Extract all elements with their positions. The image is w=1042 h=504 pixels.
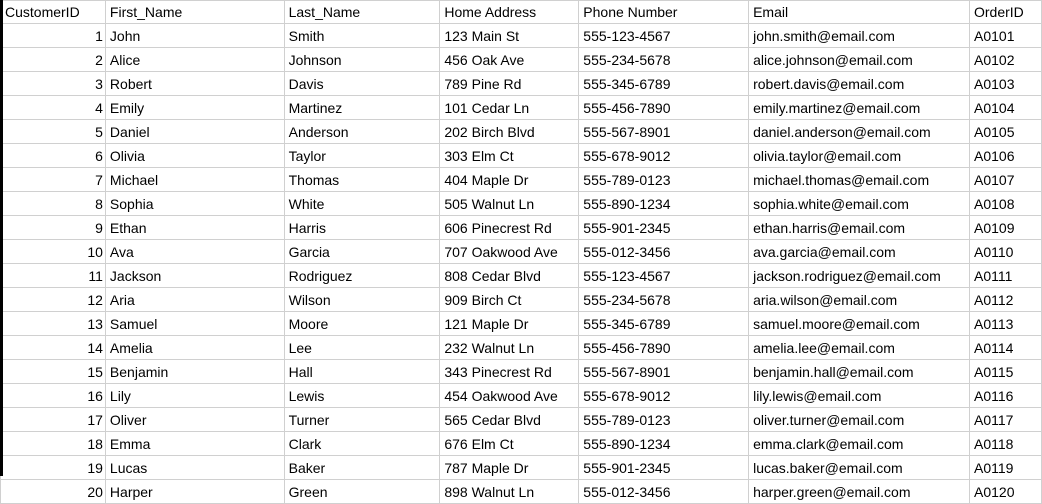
cell-home-address[interactable]: 343 Pinecrest Rd [440,360,579,384]
cell-last-name[interactable]: Smith [284,24,440,48]
cell-home-address[interactable]: 606 Pinecrest Rd [440,216,579,240]
cell-customerid[interactable]: 14 [1,336,106,360]
cell-phone-number[interactable]: 555-789-0123 [579,408,749,432]
cell-phone-number[interactable]: 555-678-9012 [579,384,749,408]
cell-email[interactable]: samuel.moore@email.com [749,312,970,336]
cell-first-name[interactable]: Robert [105,72,284,96]
header-cell-email[interactable]: Email [749,1,970,24]
cell-email[interactable]: robert.davis@email.com [749,72,970,96]
cell-email[interactable]: olivia.taylor@email.com [749,144,970,168]
table-row [1,288,1042,312]
cell-customerid[interactable]: 9 [1,216,106,240]
cell-home-address[interactable]: 898 Walnut Ln [440,480,579,504]
table-row [1,216,1042,240]
cell-home-address[interactable]: 505 Walnut Ln [440,192,579,216]
table-row [1,360,1042,384]
table-row [1,312,1042,336]
cell-phone-number[interactable]: 555-567-8901 [579,120,749,144]
cell-phone-number[interactable]: 555-678-9012 [579,144,749,168]
cell-orderid[interactable]: A0116 [970,384,1042,408]
cell-last-name[interactable]: Davis [284,72,440,96]
cell-email[interactable]: jackson.rodriguez@email.com [749,264,970,288]
cell-phone-number[interactable]: 555-901-2345 [579,456,749,480]
header-cell-last-name[interactable]: Last_Name [284,1,440,24]
cell-home-address[interactable]: 101 Cedar Ln [440,96,579,120]
cell-phone-number[interactable]: 555-345-6789 [579,312,749,336]
cell-first-name[interactable]: Emma [105,432,284,456]
cell-last-name[interactable]: Lewis [284,384,440,408]
cell-orderid[interactable]: A0112 [970,288,1042,312]
cell-customerid[interactable]: 3 [1,72,106,96]
cell-phone-number[interactable]: 555-234-5678 [579,288,749,312]
cell-customerid[interactable]: 5 [1,120,106,144]
cell-orderid[interactable]: A0117 [970,408,1042,432]
table-row [1,168,1042,192]
cell-first-name[interactable]: Jackson [105,264,284,288]
cell-home-address[interactable]: 232 Walnut Ln [440,336,579,360]
cell-first-name[interactable]: Lily [105,384,284,408]
cell-first-name[interactable]: Amelia [105,336,284,360]
table-row [1,72,1042,96]
table-row [1,96,1042,120]
table-row [1,432,1042,456]
cell-last-name[interactable]: Clark [284,432,440,456]
cell-home-address[interactable]: 789 Pine Rd [440,72,579,96]
cell-orderid[interactable]: A0119 [970,456,1042,480]
cell-customerid[interactable]: 20 [1,480,106,504]
cell-home-address[interactable]: 808 Cedar Blvd [440,264,579,288]
cell-customerid[interactable]: 11 [1,264,106,288]
header-cell-home-address[interactable]: Home Address [440,1,579,24]
cell-phone-number[interactable]: 555-234-5678 [579,48,749,72]
table-row [1,480,1042,504]
cell-email[interactable]: alice.johnson@email.com [749,48,970,72]
cell-email[interactable]: lucas.baker@email.com [749,456,970,480]
cell-first-name[interactable]: Oliver [105,408,284,432]
table-row [1,408,1042,432]
cell-home-address[interactable]: 787 Maple Dr [440,456,579,480]
cell-orderid[interactable]: A0102 [970,48,1042,72]
cell-home-address[interactable]: 565 Cedar Blvd [440,408,579,432]
cell-customerid[interactable]: 17 [1,408,106,432]
cell-orderid[interactable]: A0113 [970,312,1042,336]
table-row [1,48,1042,72]
cell-last-name[interactable]: Martinez [284,96,440,120]
cell-first-name[interactable]: Samuel [105,312,284,336]
cell-last-name[interactable]: Rodriguez [284,264,440,288]
header-cell-orderid[interactable]: OrderID [970,1,1042,24]
cell-email[interactable]: ava.garcia@email.com [749,240,970,264]
cell-first-name[interactable]: Harper [105,480,284,504]
cell-email[interactable]: amelia.lee@email.com [749,336,970,360]
cell-email[interactable]: benjamin.hall@email.com [749,360,970,384]
cell-orderid[interactable]: A0103 [970,72,1042,96]
cell-home-address[interactable]: 676 Elm Ct [440,432,579,456]
cell-last-name[interactable]: Anderson [284,120,440,144]
cell-first-name[interactable]: John [105,24,284,48]
cell-email[interactable]: oliver.turner@email.com [749,408,970,432]
header-cell-customerid[interactable]: CustomerID [1,1,106,24]
cell-first-name[interactable]: Daniel [105,120,284,144]
cell-phone-number[interactable]: 555-012-3456 [579,240,749,264]
cell-last-name[interactable]: Taylor [284,144,440,168]
cell-phone-number[interactable]: 555-456-7890 [579,96,749,120]
cell-email[interactable]: sophia.white@email.com [749,192,970,216]
cell-phone-number[interactable]: 555-901-2345 [579,216,749,240]
cell-phone-number[interactable]: 555-890-1234 [579,432,749,456]
cell-customerid[interactable]: 7 [1,168,106,192]
left-edge-divider [0,0,3,476]
table-row [1,144,1042,168]
table-row [1,240,1042,264]
cell-email[interactable]: daniel.anderson@email.com [749,120,970,144]
cell-last-name[interactable]: Moore [284,312,440,336]
header-cell-first-name[interactable]: First_Name [105,1,284,24]
cell-orderid[interactable]: A0115 [970,360,1042,384]
cell-orderid[interactable]: A0105 [970,120,1042,144]
cell-phone-number[interactable]: 555-456-7890 [579,336,749,360]
table-row [1,264,1042,288]
cell-phone-number[interactable]: 555-890-1234 [579,192,749,216]
cell-email[interactable]: ethan.harris@email.com [749,216,970,240]
cell-last-name[interactable]: Wilson [284,288,440,312]
cell-orderid[interactable]: A0118 [970,432,1042,456]
cell-first-name[interactable]: Emily [105,96,284,120]
cell-last-name[interactable]: Green [284,480,440,504]
cell-phone-number[interactable]: 555-123-4567 [579,264,749,288]
cell-customerid[interactable]: 4 [1,96,106,120]
cell-orderid[interactable]: A0106 [970,144,1042,168]
cell-customerid[interactable]: 13 [1,312,106,336]
cell-phone-number[interactable]: 555-123-4567 [579,24,749,48]
cell-first-name[interactable]: Ethan [105,216,284,240]
cell-email[interactable]: john.smith@email.com [749,24,970,48]
cell-last-name[interactable]: Hall [284,360,440,384]
cell-home-address[interactable]: 303 Elm Ct [440,144,579,168]
cell-email[interactable]: lily.lewis@email.com [749,384,970,408]
cell-email[interactable]: michael.thomas@email.com [749,168,970,192]
header-row [1,1,1042,24]
cell-customerid[interactable]: 6 [1,144,106,168]
cell-customerid[interactable]: 8 [1,192,106,216]
cell-phone-number[interactable]: 555-345-6789 [579,72,749,96]
cell-home-address[interactable]: 909 Birch Ct [440,288,579,312]
cell-last-name[interactable]: Turner [284,408,440,432]
cell-orderid[interactable]: A0120 [970,480,1042,504]
cell-phone-number[interactable]: 555-789-0123 [579,168,749,192]
cell-orderid[interactable]: A0108 [970,192,1042,216]
cell-home-address[interactable]: 404 Maple Dr [440,168,579,192]
header-cell-phone-number[interactable]: Phone Number [579,1,749,24]
table-row [1,384,1042,408]
cell-first-name[interactable]: Benjamin [105,360,284,384]
cell-last-name[interactable]: Harris [284,216,440,240]
cell-orderid[interactable]: A0111 [970,264,1042,288]
cell-orderid[interactable]: A0114 [970,336,1042,360]
cell-customerid[interactable]: 15 [1,360,106,384]
cell-home-address[interactable]: 454 Oakwood Ave [440,384,579,408]
table-row [1,120,1042,144]
cell-last-name[interactable]: White [284,192,440,216]
cell-orderid[interactable]: A0104 [970,96,1042,120]
cell-first-name[interactable]: Alice [105,48,284,72]
cell-customerid[interactable]: 12 [1,288,106,312]
cell-home-address[interactable]: 123 Main St [440,24,579,48]
cell-orderid[interactable]: A0107 [970,168,1042,192]
cell-home-address[interactable]: 456 Oak Ave [440,48,579,72]
cell-last-name[interactable]: Garcia [284,240,440,264]
cell-phone-number[interactable]: 555-012-3456 [579,480,749,504]
cell-last-name[interactable]: Lee [284,336,440,360]
cell-email[interactable]: emily.martinez@email.com [749,96,970,120]
cell-phone-number[interactable]: 555-567-8901 [579,360,749,384]
cell-email[interactable]: emma.clark@email.com [749,432,970,456]
cell-home-address[interactable]: 707 Oakwood Ave [440,240,579,264]
cell-customerid[interactable]: 1 [1,24,106,48]
table-row [1,336,1042,360]
table-row [1,24,1042,48]
cell-first-name[interactable]: Michael [105,168,284,192]
cell-first-name[interactable]: Olivia [105,144,284,168]
cell-first-name[interactable]: Ava [105,240,284,264]
cell-home-address[interactable]: 121 Maple Dr [440,312,579,336]
cell-last-name[interactable]: Johnson [284,48,440,72]
cell-customerid[interactable]: 16 [1,384,106,408]
cell-customerid[interactable]: 19 [1,456,106,480]
cell-first-name[interactable]: Sophia [105,192,284,216]
cell-customerid[interactable]: 2 [1,48,106,72]
table-row [1,456,1042,480]
cell-orderid[interactable]: A0101 [970,24,1042,48]
cell-orderid[interactable]: A0109 [970,216,1042,240]
cell-customerid[interactable]: 18 [1,432,106,456]
cell-first-name[interactable]: Aria [105,288,284,312]
cell-home-address[interactable]: 202 Birch Blvd [440,120,579,144]
cell-email[interactable]: aria.wilson@email.com [749,288,970,312]
table-row [1,192,1042,216]
cell-last-name[interactable]: Baker [284,456,440,480]
cell-first-name[interactable]: Lucas [105,456,284,480]
cell-orderid[interactable]: A0110 [970,240,1042,264]
cell-last-name[interactable]: Thomas [284,168,440,192]
cell-email[interactable]: harper.green@email.com [749,480,970,504]
cell-customerid[interactable]: 10 [1,240,106,264]
